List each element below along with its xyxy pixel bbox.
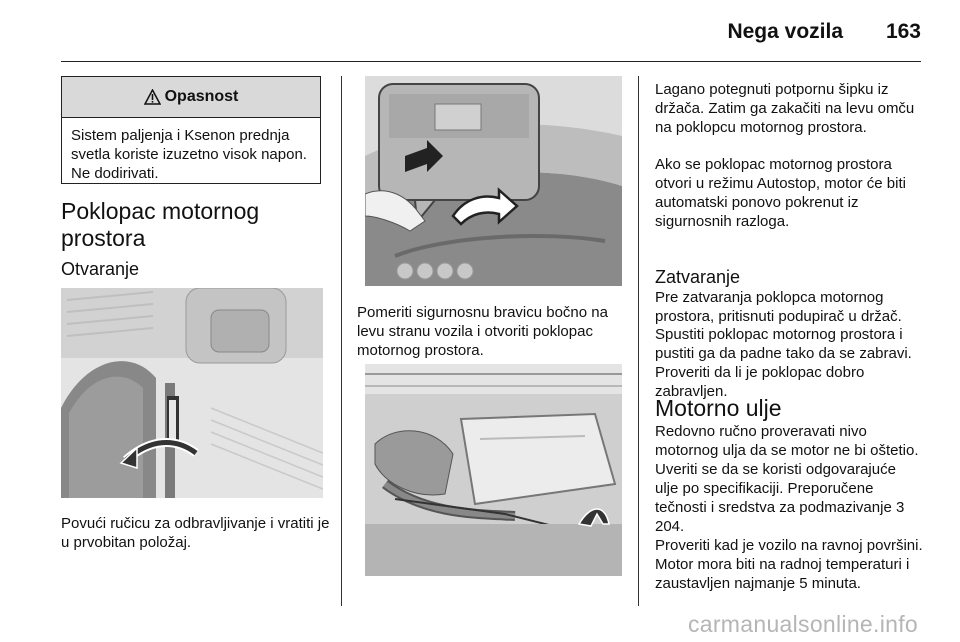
oil-ref-page-link[interactable]: 204. [655, 518, 685, 535]
paragraph-safety-catch: Pomeriti sigurnosnu bravicu bočno na levu stranu vozila i otvoriti poklopac motornog prostora. [357, 304, 608, 359]
figure-support-rod [365, 364, 622, 576]
paragraph-autostop: Ako se poklopac motornog prostora otvori u režimu Autostop, motor će biti automatski ponovo pokrenut iz sigurnosnih razloga. [655, 156, 906, 230]
paragraph-closing-1: Pre zatvaranja poklopca motornog prostora, pritisnuti podupirač u držač. [655, 289, 902, 325]
warning-triangle-icon [144, 89, 161, 105]
warning-header [62, 77, 320, 118]
page-number: 163 [885, 20, 921, 43]
paragraph-closing-2: Spustiti poklopac motornog prostora i pustiti ga da padne tako da se zabravi. Proveriti da li je poklopac dobro zabravljen. [655, 326, 912, 400]
header-rule [61, 61, 921, 62]
column-divider-1 [341, 76, 342, 606]
paragraph-oil-conditions: Proveriti kad je vozilo na ravnoj površini. Motor mora biti na radnoj temperaturi i zaustavljen najmanje 5 minuta. [655, 537, 923, 592]
watermark: carmanualsonline.info [687, 611, 918, 637]
figure-safety-catch [365, 76, 622, 286]
paragraph-release-lever: Povući ručicu za odbravljivanje i vratiti je u prvobitan položaj. [61, 515, 330, 551]
section-title-hood: Poklopac motornog prostora [61, 198, 260, 251]
paragraph-oil-check [655, 422, 923, 536]
figure-release-lever [61, 288, 323, 498]
column-divider-2 [638, 76, 639, 606]
subsection-title-opening: Otvaranje [61, 259, 140, 279]
oil-check-text: Redovno ručno proveravati nivo motornog ulja da se motor ne bi oštetio. Uveriti se da se koristi odgovarajuće ulje po specifikaciji. Preporučene tečnosti i sredstva za podmazivanje [655, 423, 919, 516]
warning-box [61, 76, 321, 184]
arrow-ref-icon: 3 [895, 499, 905, 516]
page-header-title: Nega vozila [727, 20, 843, 43]
subsection-title-closing: Zatvaranje [655, 267, 741, 287]
section-title-engine-oil: Motorno ulje [655, 395, 782, 421]
warning-text: Sistem paljenja i Ksenon prednja svetla koriste izuzetno visok napon. Ne dodirivati. [71, 127, 307, 182]
warning-title: Opasnost [164, 88, 239, 105]
paragraph-support-rod: Lagano potegnuti potpornu šipku iz držača. Zatim ga zakačiti na levu omču na poklopcu motornog prostora. [655, 81, 915, 136]
